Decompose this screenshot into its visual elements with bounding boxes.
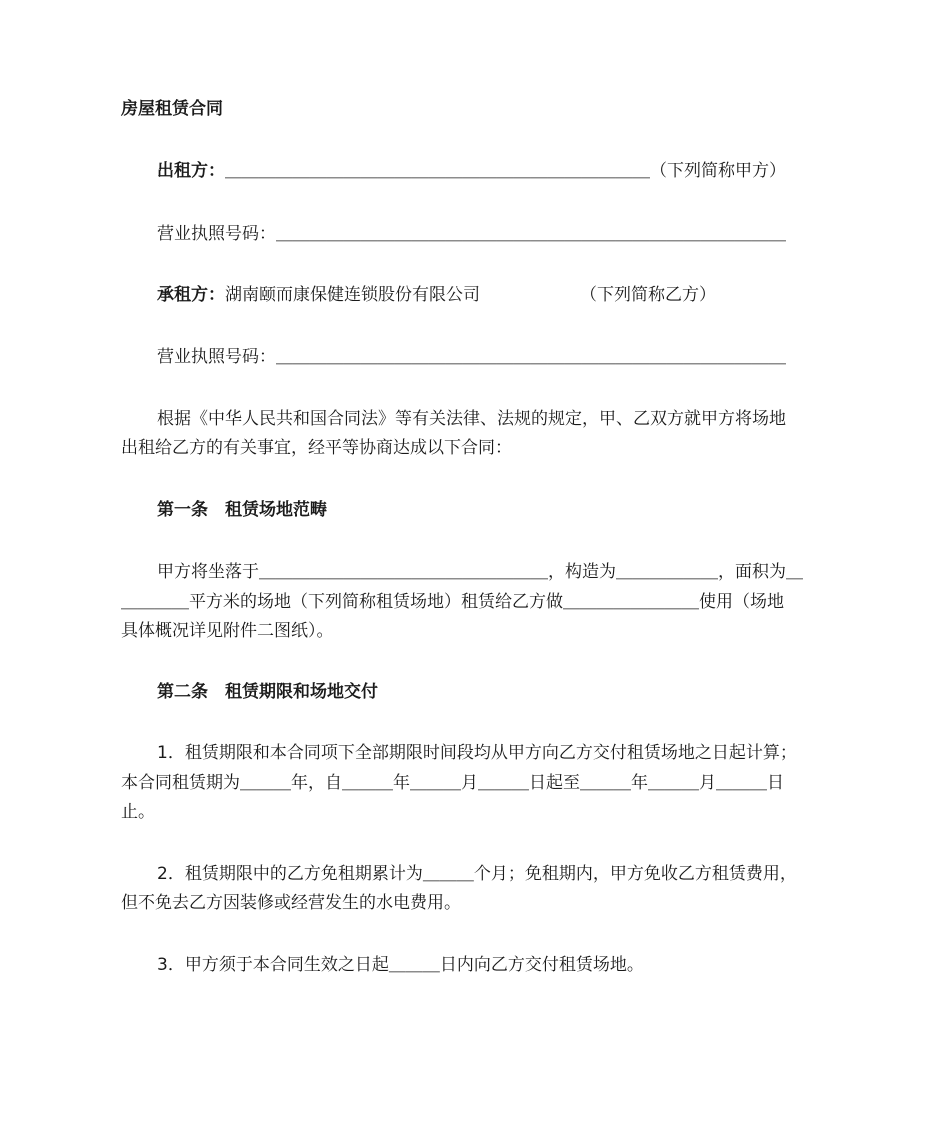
lessee-line xyxy=(157,283,716,307)
lessee-note: （下列简称乙方） xyxy=(580,285,716,305)
lessor-blank: ＿＿＿＿＿＿＿＿＿＿＿＿＿＿＿＿＿＿＿＿＿＿＿＿＿ xyxy=(225,161,650,181)
license-line-2: 营业执照号码：＿＿＿＿＿＿＿＿＿＿＿＿＿＿＿＿＿＿＿＿＿＿＿＿＿＿＿＿＿＿ xyxy=(157,347,786,367)
clause-1-line-1: 1．租赁期限和本合同项下全部期限时间段均从甲方向乙方交付租赁场地之日起计算； xyxy=(157,743,797,763)
lessee-name: 湖南颐而康保健连锁股份有限公司 xyxy=(225,285,480,305)
clause-2-line-2: 但不免去乙方因装修或经营发生的水电费用。 xyxy=(121,893,461,913)
intro-line-2: 出租给乙方的有关事宜，经平等协商达成以下合同： xyxy=(121,438,512,458)
article-1-line-3: 具体概况详见附件二图纸）。 xyxy=(121,621,334,641)
article-2-title: 第二条 租赁期限和场地交付 xyxy=(157,682,378,702)
lessor-label: 出租方： xyxy=(157,161,225,181)
clause-3-line-1: 3．甲方须于本合同生效之日起＿＿＿日内向乙方交付租赁场地。 xyxy=(157,955,644,975)
license-line-1: 营业执照号码：＿＿＿＿＿＿＿＿＿＿＿＿＿＿＿＿＿＿＿＿＿＿＿＿＿＿＿＿＿＿ xyxy=(157,224,786,244)
article-1-title: 第一条 租赁场地范畴 xyxy=(157,500,327,520)
article-1-line-1: 甲方将坐落于＿＿＿＿＿＿＿＿＿＿＿＿＿＿＿＿＿，构造为＿＿＿＿＿＿，面积为＿ xyxy=(157,562,803,582)
clause-1-line-2: 本合同租赁期为＿＿＿年，自＿＿＿年＿＿＿月＿＿＿日起至＿＿＿年＿＿＿月＿＿＿日 xyxy=(121,773,784,793)
lessee-label: 承租方： xyxy=(157,285,225,305)
doc-title: 房屋租赁合同 xyxy=(121,99,223,119)
intro-line-1: 根据《中华人民共和国合同法》等有关法律、法规的规定，甲、乙双方就甲方将场地 xyxy=(157,409,786,429)
clause-2-line-1: 2．租赁期限中的乙方免租期累计为＿＿＿个月；免租期内，甲方免收乙方租赁费用， xyxy=(157,864,797,884)
clause-1-line-3: 止。 xyxy=(121,802,155,822)
lessor-note: （下列简称甲方） xyxy=(650,161,786,181)
lessor-line xyxy=(157,159,786,183)
article-1-line-2: ＿＿＿＿平方米的场地（下列简称租赁场地）租赁给乙方做＿＿＿＿＿＿＿＿使用（场地 xyxy=(121,592,784,612)
